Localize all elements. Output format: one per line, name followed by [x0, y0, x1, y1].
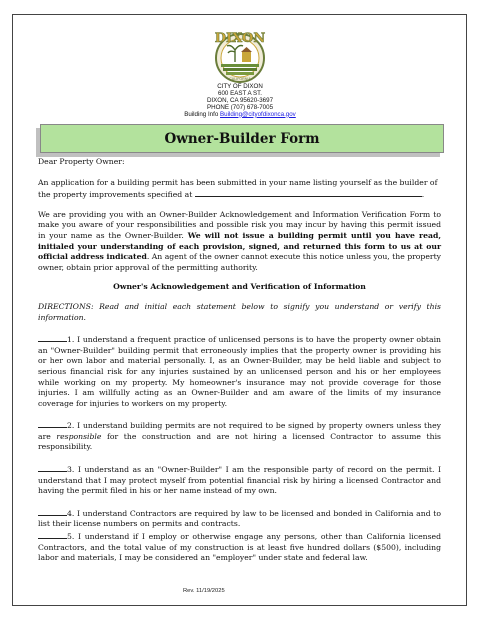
statement-5-text: 5. I understand if I employ or otherwise engage any persons, other than California licensed Contractors, and the total value of my construction is at least five hundred dollars ($500), including labor and materials, I may be considered an "employer" under state and federal law.: [38, 532, 441, 563]
application-end: .: [421, 190, 425, 200]
application-paragraph: [38, 178, 441, 201]
statement-3-text: 3. I understand as an "Owner-Builder" I am the responsible party of record on the permit. I understand that I may protect myself from potential financial risk by hiring a licensed Contractor and having the permit filed in his or her name instead of my own.: [38, 465, 441, 496]
phone-number: PHONE (707) 678-7005: [206, 103, 274, 111]
greeting: Dear Property Owner:: [38, 157, 125, 166]
statement-4-text: 4. I understand Contractors are required by law to be licensed and bonded in California and to list their license numbers on permits and contracts.: [38, 508, 441, 529]
initial-field-3[interactable]: [38, 463, 67, 472]
initial-field-2[interactable]: [38, 419, 67, 428]
property-address-field[interactable]: [195, 188, 425, 200]
statement-2: [38, 419, 441, 453]
statement-2-text: 2. I understand building permits are not required to be signed by property owners unless they are: [38, 421, 441, 441]
logo-subtext: CALIFORNIA: [229, 77, 251, 81]
statement-2-end: for the construction and are not hiring a licensed Contractor to assume this responsibility.: [38, 431, 441, 452]
city-state-zip: DIXON, CA 95620-3697: [206, 96, 274, 104]
directions-text: DIRECTIONS: Read and initial each statement below to signify you understand or verify this information.: [38, 301, 441, 322]
street-address: 600 EAST A ST.: [218, 89, 262, 97]
statement-1-text: 1. I understand a frequent practice of unlicensed persons is to have the property owner obtain an "Owner-Builder" building permit that erroneously implies that the property owner is providing his or her own labor and material personally. I, as an Owner-Builder, may be held liable and subject to serious financial risk for any injuries sustained by an unlicensed person and his or her employees while working on my property. My homeowner's insurance may not provide coverage for those injuries. I am willfully acting as an Owner-Builder and am aware of the limits of my insurance coverage for injuries to workers on my property.: [38, 335, 441, 408]
form-title: Owner-Builder Form: [164, 130, 320, 147]
intro-text: We are providing you with an Owner-Builder Acknowledgement and Information Verification Form to make you aware of your responsibilities and possible risk you may incur by having this permit issued in your name as the Owner-Builder.: [38, 209, 441, 240]
application-text: An application for a building permit has been submitted in your name listing yourself as the builder of the property improvements specified at: [38, 177, 438, 200]
form-title-bar: [40, 124, 444, 153]
initial-field-1[interactable]: [38, 333, 67, 342]
statement-3: [38, 463, 441, 497]
logo-wordmark: DIXON: [214, 31, 266, 46]
building-info-label: Building Info: [184, 110, 219, 118]
city-name: CITY OF DIXON: [217, 83, 263, 90]
initial-field-4[interactable]: [38, 507, 67, 516]
statement-1: [38, 333, 441, 409]
form-body: [38, 157, 441, 564]
building-info-email-link[interactable]: Building@cityofdixonca.gov: [220, 110, 296, 118]
statement-2-italic: responsible: [56, 431, 102, 441]
initial-field-5[interactable]: [38, 530, 67, 539]
intro-end-text: . An agent of the owner cannot execute this notice unless you, the property owner, obtain prior approval of the permitting authority.: [38, 252, 442, 272]
intro-paragraph: [38, 210, 441, 274]
revision-date: Rev. 11/19/2025: [183, 588, 225, 594]
city-of-dixon-logo: [211, 24, 269, 84]
statement-5: [38, 530, 441, 564]
contact-block: [0, 84, 480, 119]
building-info-line: [0, 112, 480, 119]
statement-4: [38, 507, 441, 530]
intro-bold-text: We will not issue a building permit until you have read, initialed your understanding of each provision, signed, and returned this form to us at our official address indicated: [38, 230, 441, 262]
section-heading: Owner's Acknowledgement and Verification of Information: [113, 282, 366, 292]
